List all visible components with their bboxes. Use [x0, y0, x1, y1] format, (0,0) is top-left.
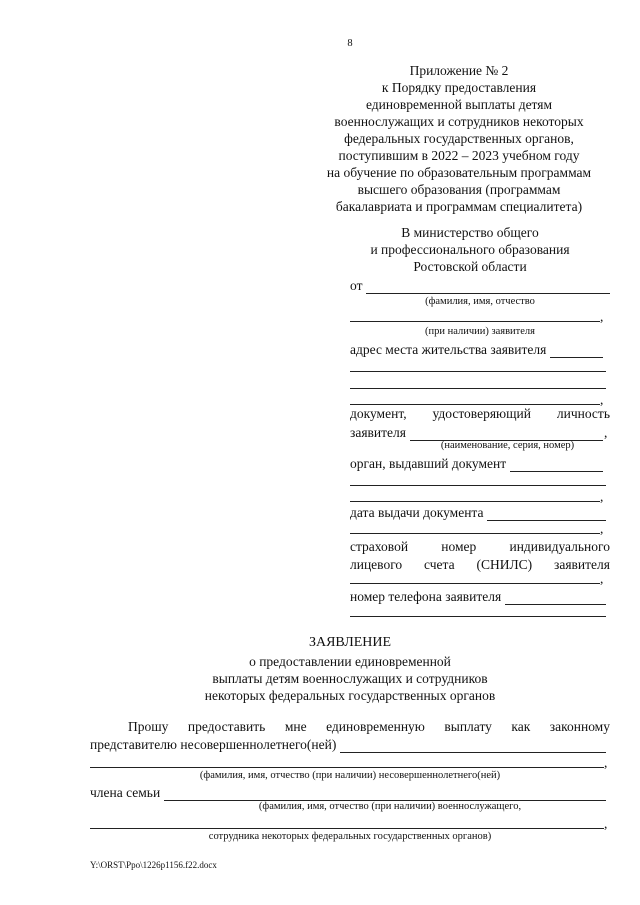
doc-row — [350, 424, 603, 441]
page-number: 8 — [347, 38, 353, 49]
minor-field-line[interactable] — [90, 767, 604, 768]
snils-word: номер — [441, 539, 477, 554]
issue-date-field-line[interactable] — [350, 533, 600, 534]
appendix-line: на обучение по образовательным программам — [326, 165, 592, 180]
appendix-line: к Порядку предоставления — [381, 80, 537, 95]
appendix-line: единовременной выплаты детям — [365, 97, 553, 112]
minor-field[interactable] — [340, 740, 606, 753]
fio-hint-2: (при наличии) заявителя — [424, 326, 535, 337]
snils-word: (СНИЛС) — [476, 557, 533, 572]
comma: , — [600, 571, 604, 586]
issuer-label: орган, выдавший документ — [350, 456, 507, 471]
body-line-2 — [90, 736, 606, 753]
phone-label: номер телефона заявителя — [350, 589, 502, 604]
comma: , — [600, 309, 604, 324]
subtitle-line: о предоставлении единовременной — [249, 654, 451, 669]
doc-hint: (наименование, серия, номер) — [440, 440, 575, 451]
appendix-line: федеральных государственных органов, — [344, 131, 574, 146]
body-word: единовременную — [326, 719, 425, 734]
snils-word: лицевого — [350, 557, 403, 572]
from-field[interactable] — [366, 281, 610, 294]
issuer-field[interactable] — [510, 459, 603, 472]
recipient-line: В министерство общего — [401, 225, 539, 240]
fio-field-line[interactable] — [350, 321, 600, 322]
appendix-line: поступившим в 2022 – 2023 учебном году — [338, 148, 580, 163]
issuer-field-line[interactable] — [350, 501, 600, 502]
from-row — [350, 277, 610, 294]
body-word: мне — [284, 719, 307, 734]
address-row — [350, 341, 603, 358]
phone-field-line[interactable] — [350, 616, 606, 617]
issue-date-field[interactable] — [487, 508, 606, 521]
comma: , — [604, 755, 608, 770]
footer-file-path: Y:\ORST\Ppo\1226p1156.f22.docx — [90, 860, 217, 870]
address-label: адрес места жительства заявителя — [350, 342, 547, 357]
issuer-field-line[interactable] — [350, 485, 606, 486]
recipient-line: и профессионального образования — [370, 242, 570, 257]
issue-date-row — [350, 504, 606, 521]
appendix-line: высшего образования (программам — [357, 182, 561, 197]
comma: , — [604, 425, 608, 440]
doc-label-word: личность — [556, 406, 610, 421]
statement-subtitle — [150, 653, 550, 704]
body-word: Прошу — [128, 719, 169, 734]
body-word: как — [511, 719, 531, 734]
snils-word: страховой — [350, 539, 409, 554]
body-word: законному — [549, 719, 610, 734]
issuer-row — [350, 455, 603, 472]
doc-label-word: документ, — [350, 406, 407, 421]
comma: , — [604, 816, 608, 831]
from-label: от — [350, 278, 363, 293]
doc-label-row — [350, 405, 610, 422]
body-word: предоставить — [187, 719, 266, 734]
comma: , — [600, 521, 604, 536]
doc-label-word: удостоверяющий — [432, 406, 531, 421]
appendix-line: военнослужащих и сотрудников некоторых — [334, 114, 584, 129]
fio-hint: (фамилия, имя, отчество — [425, 296, 535, 307]
snils-word: заявителя — [554, 557, 610, 572]
appendix-line: бакалавриата и программам специалитета) — [335, 199, 583, 214]
snils-label-row — [350, 556, 610, 573]
body-word: выплату — [444, 719, 492, 734]
minor-label: представителю несовершеннолетнего(ней) — [90, 737, 337, 752]
family-member-row — [90, 784, 606, 801]
snils-word: индивидуального — [509, 539, 610, 554]
minor-hint: (фамилия, имя, отчество (при наличии) несовершеннолетнего(ней) — [199, 770, 501, 781]
body-line-1 — [128, 718, 610, 735]
comma: , — [600, 489, 604, 504]
snils-word: счета — [424, 557, 455, 572]
address-field[interactable] — [550, 345, 603, 358]
family-member-field[interactable] — [164, 788, 606, 801]
serviceman-hint-2: сотрудника некоторых федеральных государственных органов) — [208, 831, 492, 842]
family-member-label: члена семьи — [90, 785, 161, 800]
snils-label-row — [350, 538, 610, 555]
subtitle-line: выплаты детям военнослужащих и сотрудников — [212, 671, 488, 686]
phone-row — [350, 588, 606, 605]
serviceman-field-line[interactable] — [90, 828, 604, 829]
serviceman-hint: (фамилия, имя, отчество (при наличии) военнослужащего, — [258, 801, 522, 812]
phone-field[interactable] — [505, 592, 606, 605]
comma: , — [600, 392, 604, 407]
statement-title: ЗАЯВЛЕНИЕ — [308, 635, 392, 650]
issue-date-label: дата выдачи документа — [350, 505, 484, 520]
appendix-header — [300, 62, 618, 215]
address-field-line[interactable] — [350, 388, 606, 389]
doc-label: заявителя — [350, 425, 406, 440]
address-field-line[interactable] — [350, 371, 606, 372]
subtitle-line: некоторых федеральных государственных органов — [204, 688, 496, 703]
recipient-line: Ростовской области — [413, 259, 527, 274]
recipient-block — [340, 224, 600, 275]
appendix-line: Приложение № 2 — [409, 63, 509, 78]
snils-field-line[interactable] — [350, 583, 600, 584]
